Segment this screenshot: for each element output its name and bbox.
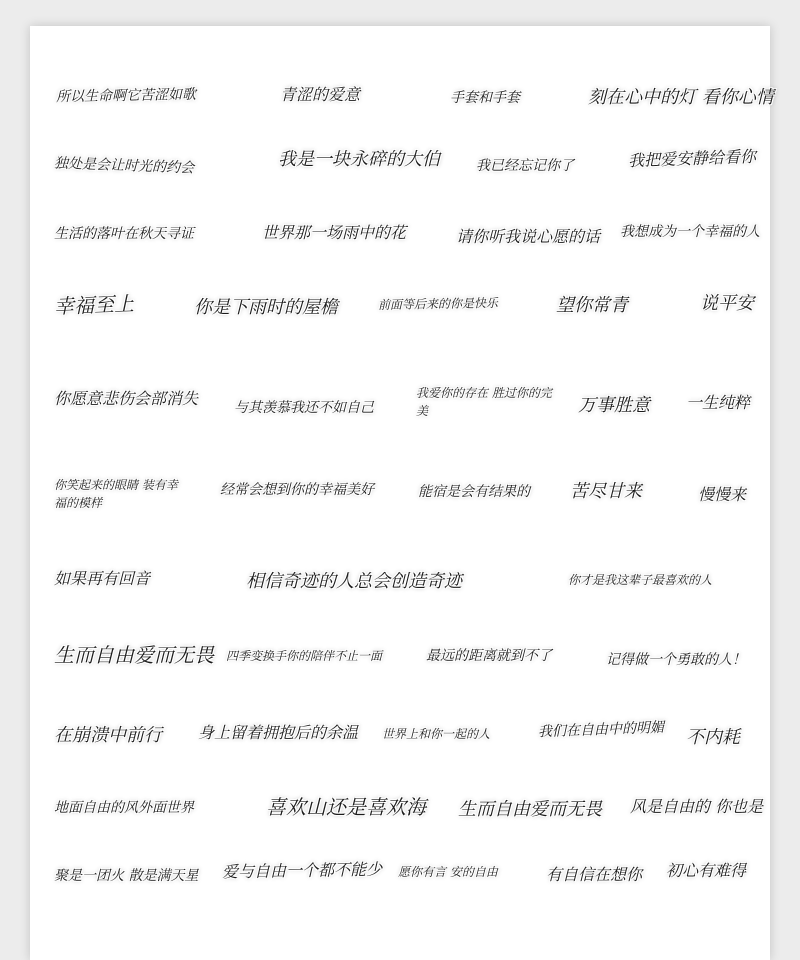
sticker-text: 在崩溃中前行 bbox=[54, 725, 162, 746]
sticker-text: 我把爱安静给看你 bbox=[627, 146, 757, 171]
sticker-text: 初心有难得 bbox=[666, 861, 747, 880]
sticker-text: 世界那一场雨中的花 bbox=[262, 223, 407, 242]
sticker-text: 独处是会让时光的约会 bbox=[53, 155, 195, 177]
sticker-text: 你才是我这辈子最喜欢的人 bbox=[568, 573, 713, 587]
sticker-text: 慢慢来 bbox=[698, 485, 747, 504]
sticker-text: 望你常青 bbox=[556, 295, 628, 316]
sticker-text: 你笑起来的眼睛 装有幸福的模样 bbox=[54, 478, 178, 510]
sticker-text: 我们在自由中的明媚 bbox=[537, 719, 665, 741]
sticker-text: 前面等后来的你是快乐 bbox=[377, 295, 499, 313]
sticker-text: 聚是一团火 散是满天星 bbox=[54, 868, 199, 884]
sticker-text: 所以生命啊它苦涩如歌 bbox=[55, 86, 197, 106]
sticker-text: 身上留着拥抱后的余温 bbox=[198, 723, 359, 742]
sticker-text: 与其羡慕我还不如自己 bbox=[234, 400, 374, 416]
sticker-text: 我是一块永碎的大伯 bbox=[278, 149, 440, 170]
sticker-text: 手套和手套 bbox=[450, 90, 520, 106]
sticker-text: 你是下雨时的屋檐 bbox=[194, 297, 338, 318]
sticker-text: 青涩的爱意 bbox=[280, 85, 361, 104]
sticker-text: 一生纯粹 bbox=[686, 393, 751, 412]
sticker-text: 最远的距离就到不了 bbox=[426, 648, 552, 664]
sticker-text: 能宿是会有结果的 bbox=[418, 484, 530, 500]
sticker-text: 万事胜意 bbox=[578, 395, 650, 416]
sticker-text: 喜欢山还是喜欢海 bbox=[266, 795, 426, 819]
sticker-text: 风是自由的 你也是 bbox=[630, 797, 764, 816]
sticker-text: 有自信在想你 bbox=[546, 865, 643, 884]
sticker-text: 不内耗 bbox=[686, 727, 740, 748]
sticker-text: 生而自由爱而无畏 bbox=[458, 799, 602, 820]
sticker-text: 世界上和你一起的人 bbox=[382, 727, 491, 741]
sticker-text: 我已经忘记你了 bbox=[476, 158, 574, 174]
sticker-text: 生而自由爱而无畏 bbox=[54, 643, 214, 667]
sticker-text: 说平安 bbox=[700, 293, 754, 314]
sticker-text: 记得做一个勇敢的人！ bbox=[606, 652, 746, 668]
sticker-text: 请你听我说心愿的话 bbox=[456, 227, 601, 246]
sticker-text: 经常会想到你的幸福美好 bbox=[220, 482, 374, 498]
sticker-text: 我爱你的存在 胜过你的完美 bbox=[416, 386, 552, 418]
sticker-text: 相信奇迹的人总会创造奇迹 bbox=[246, 571, 462, 592]
sticker-text: 爱与自由一个都不能少 bbox=[221, 859, 383, 882]
sticker-sheet bbox=[30, 26, 774, 960]
sticker-text: 幸福至上 bbox=[53, 291, 135, 319]
sticker-text: 我想成为一个幸福的人 bbox=[620, 224, 760, 240]
sticker-text: 苦尽甘来 bbox=[570, 481, 642, 502]
sticker-text: 愿你有言 安的自由 bbox=[398, 865, 498, 879]
sticker-text: 生活的落叶在秋天寻证 bbox=[54, 226, 194, 242]
sticker-text: 地面自由的风外面世界 bbox=[54, 800, 194, 816]
sticker-text: 刻在心中的灯 看你心情 bbox=[588, 87, 774, 108]
sticker-text: 如果再有回音 bbox=[54, 569, 151, 588]
sticker-text: 你愿意悲伤会部消失 bbox=[54, 389, 199, 408]
sticker-text: 四季变换手你的陪伴不止一面 bbox=[226, 649, 383, 663]
